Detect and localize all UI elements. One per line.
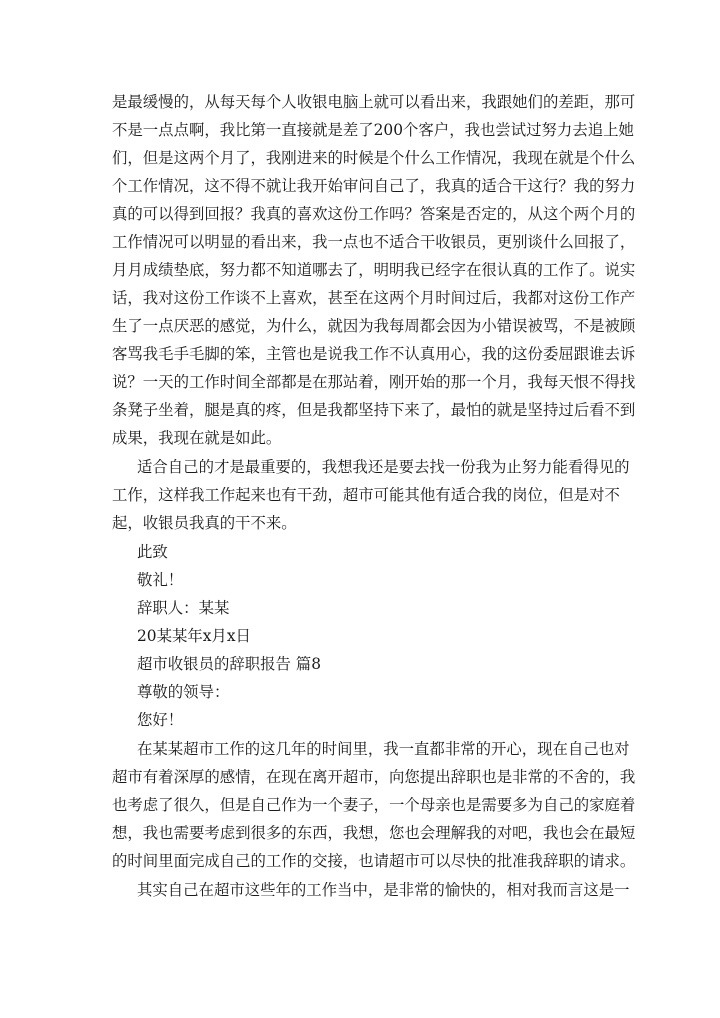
body-text-line: 个工作情况，这不得不就让我开始审问自己了，我真的适合干这行？我的努力 [112,177,636,195]
body-text-line: 超市有着深厚的感情，在现在离开超市，向您提出辞职也是非常的不舍的，我 [112,768,636,786]
body-text-line: 成果，我现在就是如此。 [112,429,282,447]
body-text-line: 是最缓慢的，从每天每个人收银电脑上就可以看出来，我跟她们的差距，那可 [112,93,636,111]
body-text-line: 生了一点厌恶的感觉，为什么，就因为我每周都会因为小错误被骂，不是被顾 [112,317,636,335]
body-text-line: 在某某超市工作的这几年的时间里，我一直都非常的开心，现在自己也对 [137,740,630,758]
body-text-line: 说？一天的工作时间全部都是在那站着，刚开始的那一个月，我每天恨不得找 [112,373,636,391]
signature-date: 20某某年x月x日 [137,627,251,645]
body-text-line: 适合自己的才是最重要的，我想我还是要去找一份我为止努力能看得见的 [137,458,630,476]
body-text-line: 工作，这样我工作起来也有干劲，超市可能其他有适合我的岗位，但是对不 [112,486,620,504]
body-text-line: 的时间里面完成自己的工作的交接，也请超市可以尽快的批准我辞职的请求。 [112,852,636,870]
closing-salutation: 此致 [137,543,168,561]
body-text-line: 客骂我毛手毛脚的笨，主管也是说我工作不认真用心，我的这份委屈跟谁去诉 [112,345,636,363]
section-heading: 超市收银员的辞职报告 篇8 [137,655,321,673]
body-text-line: 起，收银员我真的干不来。 [112,514,297,532]
body-text-line: 们，但是这两个月了，我刚进来的时候是个什么工作情况，我现在就是个什么 [112,149,636,167]
body-text-line: 真的可以得到回报？我真的喜欢这份工作吗？答案是否定的，从这个两个月的 [112,205,636,223]
signature-name: 辞职人：某某 [137,599,230,617]
body-text-line: 想，我也需要考虑到很多的东西，我想，您也会理解我的对吧，我也会在最短 [112,824,636,842]
body-text-line: 月月成绩垫底，努力都不知道哪去了，明明我已经字在很认真的工作了。说实 [112,261,636,279]
body-text-line: 工作情况可以明显的看出来，我一点也不适合干收银员，更别谈什么回报了， [112,233,636,251]
body-text-line: 不是一点点啊，我比第一直接就是差了200个客户，我也尝试过努力去追上她 [112,121,634,139]
body-text-line: 也考虑了很久，但是自己作为一个妻子，一个母亲也是需要多为自己的家庭着 [112,796,636,814]
body-text-line: 话，我对这份工作谈不上喜欢，甚至在这两个月时间过后，我都对这份工作产 [112,289,636,307]
closing-regards: 敬礼！ [137,571,184,589]
greeting-addressee: 尊敬的领导： [137,683,230,701]
body-text-line: 条凳子坐着，腿是真的疼，但是我都坚持下来了，最怕的就是坚持过后看不到 [112,401,636,419]
greeting-hello: 您好！ [137,711,184,729]
body-text-line: 其实自己在超市这些年的工作当中，是非常的愉快的，相对我而言这是一 [137,881,630,899]
